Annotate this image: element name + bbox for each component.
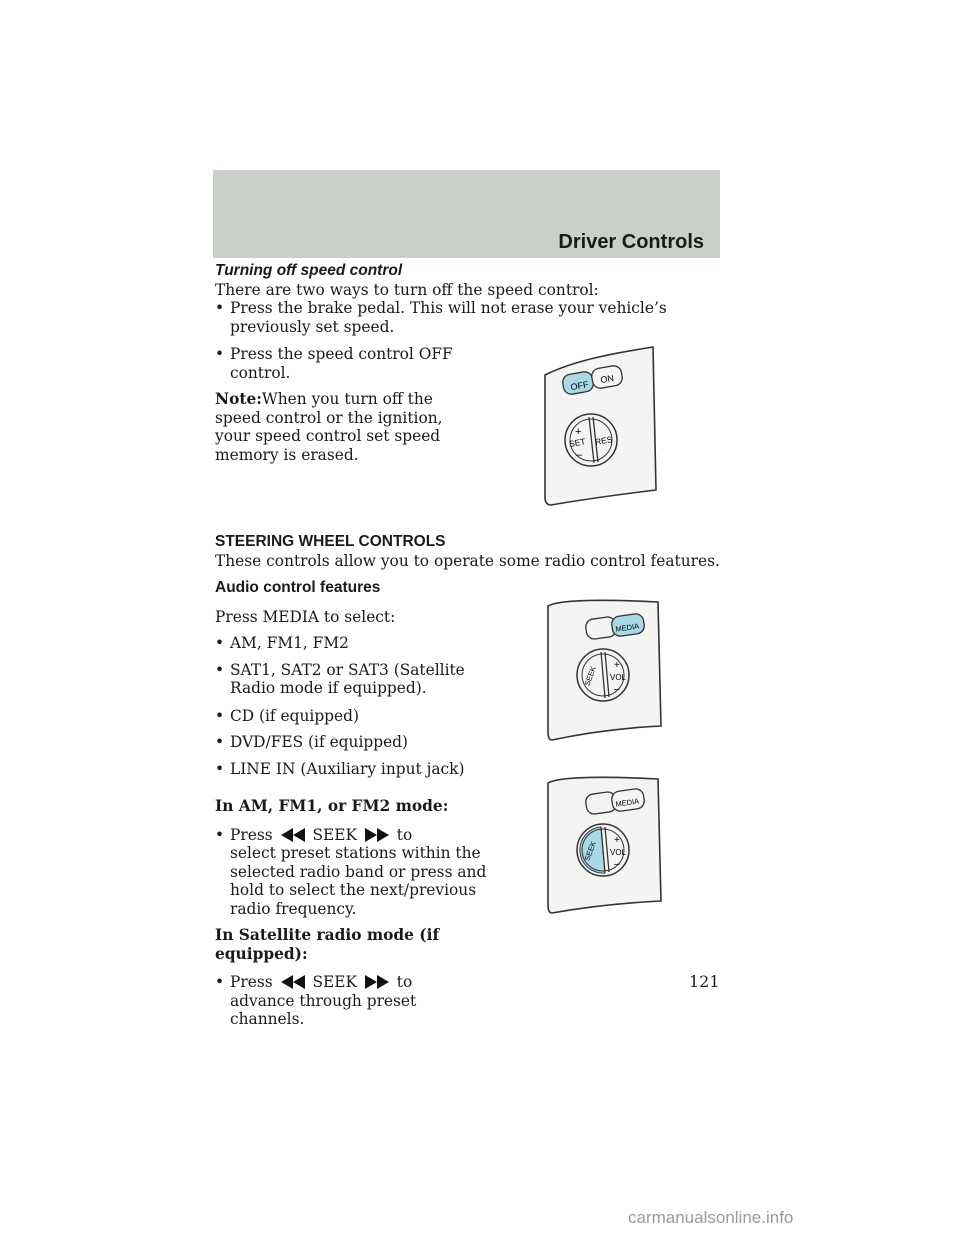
vol-label: VOL xyxy=(610,673,627,682)
media-label: MEDIA xyxy=(614,621,640,634)
steering-intro: These controls allow you to operate some radio control features. xyxy=(215,551,720,570)
header-band xyxy=(213,170,720,258)
vol-label: VOL xyxy=(610,848,627,857)
list-item: • Press SEEK to select preset stations within the selected radio band or press and hold to select the next/previous radio frequency. xyxy=(215,825,487,918)
seek-back-icon xyxy=(280,828,306,842)
set-label: SET xyxy=(568,436,587,449)
am-mode-heading: In AM, FM1, or FM2 mode: xyxy=(215,797,449,815)
list-item: • Press SEEK to advance through preset channels. xyxy=(215,973,417,1028)
note-paragraph: Note:When you turn off the speed control or the ignition, your speed control set speed memory is erased. xyxy=(215,390,443,464)
list-item: • Press the brake pedal. This will not erase your vehicle’s previously set speed. xyxy=(215,299,667,336)
list-item: • SAT1, SAT2 or SAT3 (Satellite Radio mode if equipped). xyxy=(215,660,465,697)
svg-text:+: + xyxy=(614,660,620,671)
steering-heading: STEERING WHEEL CONTROLS xyxy=(215,533,446,550)
svg-text:–: – xyxy=(576,449,583,461)
seek-label: SEEK xyxy=(582,839,598,862)
list-item: • LINE IN (Auxiliary input jack) xyxy=(215,759,465,778)
on-label: ON xyxy=(599,372,615,386)
audio-intro: Press MEDIA to select: xyxy=(215,607,396,626)
seek-back-icon xyxy=(280,975,306,989)
seek-forward-icon xyxy=(364,828,390,842)
seek-label: SEEK xyxy=(582,664,598,687)
footer-watermark: carmanualsonline.info xyxy=(628,1208,794,1227)
svg-text:+: + xyxy=(575,426,582,438)
svg-text:–: – xyxy=(614,859,620,870)
svg-text:+: + xyxy=(614,835,620,846)
off-label: OFF xyxy=(569,379,590,393)
media-label: MEDIA xyxy=(614,796,640,809)
audio-controls-figure xyxy=(540,596,665,746)
note-label: Note: xyxy=(215,390,262,408)
turning-off-heading: Turning off speed control xyxy=(215,262,403,279)
seek-controls-figure xyxy=(540,773,665,918)
speed-control-figure xyxy=(535,345,660,510)
turning-off-intro: There are two ways to turn off the speed control: xyxy=(215,280,599,299)
list-item: • Press the speed control OFF control. xyxy=(215,345,453,382)
section-title: Driver Controls xyxy=(558,231,704,253)
seek-forward-icon xyxy=(364,975,390,989)
page-number: 121 xyxy=(689,972,720,991)
sat-mode-heading: In Satellite radio mode (if equipped): xyxy=(215,926,440,963)
res-label: RES xyxy=(594,434,614,447)
list-item: • CD (if equipped) xyxy=(215,706,359,725)
list-item: • DVD/FES (if equipped) xyxy=(215,733,409,751)
audio-heading: Audio control features xyxy=(215,579,381,596)
svg-text:–: – xyxy=(614,684,620,695)
list-item: • AM, FM1, FM2 xyxy=(215,634,349,652)
